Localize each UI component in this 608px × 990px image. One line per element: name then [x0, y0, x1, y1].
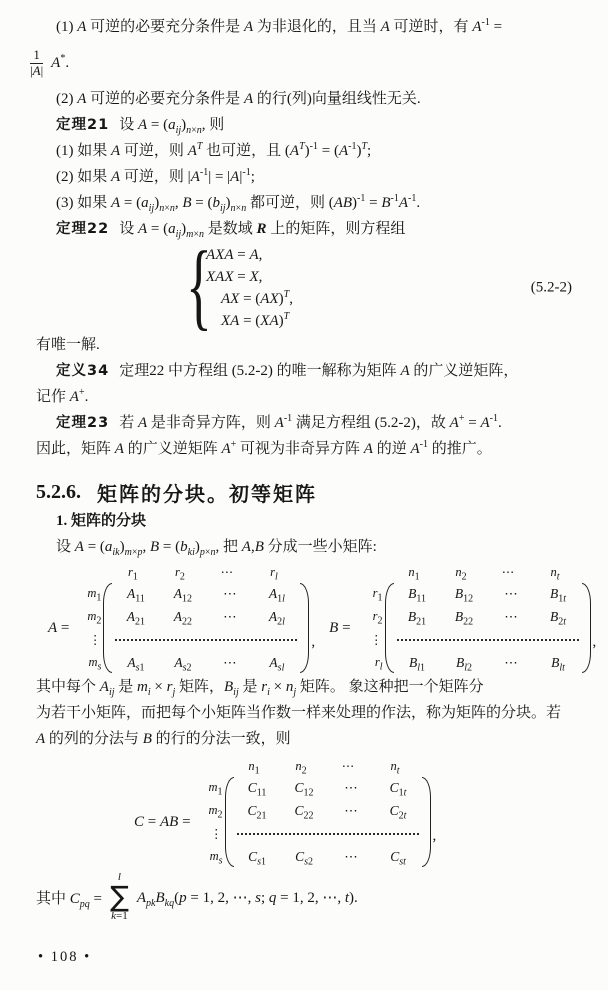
definition-34-label: 定义34	[56, 363, 110, 379]
matrix-column-label: $r_l$	[270, 564, 278, 582]
page-number: • 108 •	[38, 949, 92, 965]
paragraph-invertible-2: (2) A 可逆的必要充分条件是 A 的行(列)向量组线性无关.	[56, 91, 421, 107]
matrix-column-label: ⋯	[341, 759, 355, 773]
matrix-body	[75, 582, 315, 674]
fraction-denominator: |A|	[30, 62, 44, 78]
theorem-21-item-3: (3) 如果 $A = (a_{ij})_{n\times n}$, $B = (b_{ij})_{n\times n}$ 都可逆，则 $(AB)^{-1} = B^{-1}A^{-1}$.	[56, 193, 421, 214]
matrix-dotted-row	[237, 833, 419, 835]
summation-lower-limit: k=1	[111, 910, 128, 923]
matrix-column-label: $r_1$	[127, 564, 138, 582]
matrix-row-label: ⋮	[210, 826, 223, 841]
equation-line: XAX = X,	[206, 269, 263, 285]
matrix-column-labels-row	[197, 756, 437, 776]
block-paragraph-line-3: A 的列的分法与 B 的行的分法一致，则	[36, 731, 291, 747]
matrix-cell: $A_{s1}$	[127, 654, 145, 674]
matrix-row-label: ⋮	[370, 632, 383, 647]
matrix-column-labels	[231, 756, 419, 776]
matrix-column-label: $n_2$	[455, 564, 467, 582]
system-equations	[206, 244, 293, 332]
matrix-cell: $B_{1t}$	[550, 585, 567, 605]
matrix-column-label: $n_t$	[390, 758, 400, 776]
matrix-cell: ⋯	[344, 802, 358, 818]
matrix-row-labels	[197, 776, 225, 868]
matrix-label-spacer	[357, 562, 391, 582]
matrix-row-label: $r_l$	[374, 655, 383, 673]
matrix-row-label: ⋮	[88, 632, 102, 647]
left-paren	[385, 583, 394, 673]
section-number: 5.2.6.	[36, 480, 81, 503]
matrix-cell: $B_{2t}$	[550, 608, 567, 628]
block-product-formula	[36, 870, 584, 924]
equation-number: (5.2-2)	[530, 279, 572, 296]
paragraph-invertible-1: (1) A 可逆的必要充分条件是 A 为非退化的，且当 A 可逆时，有 $A^{-1}$ =	[56, 17, 503, 35]
formula-body: $A_{pk}B_{kq}(p = 1$, 2, ⋯, s; q = 1, 2, ⋯, t).	[136, 889, 358, 909]
matrix-column-label: $n_2$	[295, 758, 307, 776]
matrix-cell: $A_{1l}$	[268, 585, 285, 605]
theorem-22-heading	[36, 216, 584, 242]
section-heading	[36, 476, 584, 508]
theorem-22-body-post: 上的矩阵，则方程组	[266, 221, 406, 237]
equation-system-5-2-2	[186, 244, 584, 332]
theorem-22-label: 定理22	[56, 221, 110, 237]
matrix-cell: $B_{11}$	[408, 585, 426, 605]
right-paren	[300, 583, 309, 673]
matrix-cell: ⋯	[504, 654, 518, 670]
matrix-cell: $A_{11}$	[126, 585, 145, 605]
matrix-trailing-comma: ,	[592, 633, 597, 650]
theorem-23-body: 若 A 是非奇异方阵，则 $A^{-1}$ 满足方程组 (5.2-2)，故 $A^+ = A^{-1}$.	[119, 413, 502, 431]
unique-solution-note: 有唯一解.	[36, 337, 100, 353]
matrix-lhs: B =	[329, 619, 351, 636]
matrix-cell: $B_{22}$	[454, 608, 474, 628]
theorem-23-line-2: 因此，矩阵 A 的广义逆矩阵 A+ 可视为非奇异方阵 A 的逆 $A^{-1}$ 的推广。	[36, 439, 492, 457]
matrix-cell: ⋯	[223, 608, 237, 624]
matrix-cell: $A_{s2}$	[174, 654, 192, 674]
matrix-body	[197, 776, 437, 868]
matrix-cell: $C_{s2}$	[295, 848, 313, 868]
matrix-column-label: ⋯	[220, 565, 234, 579]
matrix-cell: $C_{21}$	[247, 802, 267, 822]
equation-line: AX = (AX)$^T$,	[221, 289, 293, 307]
theorem-23-line-1	[36, 410, 584, 436]
matrix-cell: $C_{2t}$	[389, 802, 407, 822]
matrix-dotted-row	[115, 639, 297, 641]
matrix-cell: $C_{22}$	[294, 802, 314, 822]
matrix-row-label: $m_1$	[208, 780, 223, 798]
right-paren	[422, 777, 431, 867]
matrix-row-labels	[75, 582, 103, 674]
block-paragraph-line-1: 其中每个 $A_{ij}$ 是 $m_i \times r_j$ 矩阵，$B_{ij}$ 是 $r_i \times n_j$ 矩阵。 象这种把一个矩阵分	[36, 679, 484, 698]
formula-adjugate-inverse	[30, 40, 584, 86]
matrix-dotted-row	[397, 639, 579, 641]
system-brace	[186, 244, 206, 332]
matrix-cells	[394, 582, 582, 674]
matrix-layout	[75, 562, 315, 674]
matrix-label-spacer	[75, 562, 109, 582]
partition-setup-line: 设 $A = (a_{ik})_{m\times p}$, $B = (b_{ki})_{p\times n}$, 把 A,B 分成一些小矩阵:	[56, 539, 377, 558]
number-field-symbol: R	[256, 221, 267, 237]
theorem-21-item-2: (2) 如果 A 可逆，则 $|A^{-1}| = |A|^{-1}$;	[56, 167, 255, 185]
matrix-column-labels-row	[357, 562, 597, 582]
definition-34-line-2: 记作 A+.	[36, 387, 89, 405]
matrix-cell: ⋯	[344, 779, 358, 795]
matrix-cell: $A_{2l}$	[268, 608, 285, 628]
matrix-cell: ⋯	[344, 848, 358, 864]
matrix-cell: $C_{1t}$	[389, 779, 407, 799]
matrix-label-spacer	[197, 756, 231, 776]
matrix-cell: $B_{l2}$	[456, 654, 473, 674]
matrix-layout	[357, 562, 597, 674]
matrix-lhs: C = AB =	[134, 813, 191, 830]
matrix-cell: ⋯	[504, 608, 518, 624]
matrix-column-labels-row	[75, 562, 315, 582]
right-paren	[582, 583, 591, 673]
left-paren	[103, 583, 112, 673]
fraction-numerator: 1	[33, 46, 40, 62]
matrix-row-label: $m_2$	[87, 609, 102, 627]
matrix-cell: $C_{st}$	[390, 848, 406, 868]
definition-34-line-1	[36, 358, 584, 384]
matrix-lhs: A =	[48, 619, 70, 636]
summation	[110, 872, 129, 922]
matrix-cell: $A_{22}$	[173, 608, 193, 628]
matrix-body	[357, 582, 597, 674]
matrix-cell: $B_{21}$	[407, 608, 427, 628]
matrix-cell: $C_{s1}$	[248, 848, 266, 868]
matrix-column-label: $n_1$	[408, 564, 420, 582]
summation-upper-limit: l	[117, 870, 121, 883]
matrix-layout	[197, 756, 437, 868]
formula-prefix: 其中 $C_{pq}$ =	[36, 890, 102, 910]
matrix-cells	[234, 776, 422, 868]
section-title: 矩阵的分块。初等矩阵	[97, 483, 317, 506]
subsection-heading: 1. 矩阵的分块	[56, 513, 147, 529]
theorem-21-label: 定理21	[56, 117, 110, 133]
matrix-cell: $C_{12}$	[294, 779, 314, 799]
matrix-trailing-comma: ,	[432, 827, 437, 844]
matrix-column-label: $r_2$	[174, 564, 185, 582]
matrix-trailing-comma: ,	[311, 633, 316, 650]
matrix-cell: $B_{l1}$	[409, 654, 426, 674]
matrix-column-label: ⋯	[501, 565, 515, 579]
matrix-row-label: $m_s$	[209, 849, 223, 867]
matrix-cell: ⋯	[504, 585, 518, 601]
matrix-cell: ⋯	[223, 585, 237, 601]
matrix-row-label: $m_s$	[88, 655, 102, 673]
matrix-column-labels	[391, 562, 579, 582]
matrix-row-label: $m_2$	[208, 803, 223, 821]
theorem-21-item-1: (1) 如果 A 可逆，则 $A^T$ 也可逆，且 $(A^T)^{-1} = (A^{-1})^T$;	[56, 141, 372, 159]
matrix-cell: $B_{lt}$	[551, 654, 565, 674]
matrix-row-label: $m_1$	[87, 586, 102, 604]
matrix-cell: $A_{sl}$	[269, 654, 285, 674]
equation-line: AXA = A,	[206, 247, 263, 263]
matrix-row-labels	[357, 582, 385, 674]
matrix-row-label: $r_1$	[372, 586, 383, 604]
matrix-cell: $B_{12}$	[454, 585, 474, 605]
matrix-c	[134, 756, 436, 868]
fraction-rest: A*.	[51, 52, 70, 71]
block-paragraph-line-2: 为若干小矩阵，而把每个小矩阵当作数一样来处理的作法，称为矩阵的分块。若	[36, 705, 562, 721]
equation-line: XA = (XA)$^T$	[221, 311, 290, 329]
theorem-23-label: 定理23	[56, 415, 110, 431]
partitioned-matrices-row	[48, 562, 597, 674]
left-paren	[225, 777, 234, 867]
definition-34-body: 定理22 中方程组 (5.2-2) 的唯一解称为矩阵 A 的广义逆矩阵，	[119, 363, 519, 379]
sigma-symbol: ∑	[110, 879, 129, 913]
fraction	[30, 48, 43, 79]
matrix-a	[48, 562, 315, 674]
matrix-cells	[112, 582, 300, 674]
matrix-cell: $A_{21}$	[126, 608, 146, 628]
matrix-cell: ⋯	[223, 654, 237, 670]
theorem-21-body: 设 $A = (a_{ij})_{n\times n}$, 则	[119, 117, 225, 136]
matrix-column-label: $n_t$	[550, 564, 560, 582]
matrix-column-labels	[109, 562, 297, 582]
matrix-row-label: $r_2$	[372, 609, 383, 627]
product-matrix-row	[134, 756, 584, 868]
theorem-21-heading	[36, 112, 584, 138]
theorem-22-body-pre: 设 $A = (a_{ij})_{m\times n}$ 是数域	[119, 221, 257, 240]
matrix-cell: $A_{12}$	[173, 585, 193, 605]
matrix-column-label: $n_1$	[248, 758, 260, 776]
matrix-cell: $C_{11}$	[247, 779, 267, 799]
matrix-b	[329, 562, 596, 674]
